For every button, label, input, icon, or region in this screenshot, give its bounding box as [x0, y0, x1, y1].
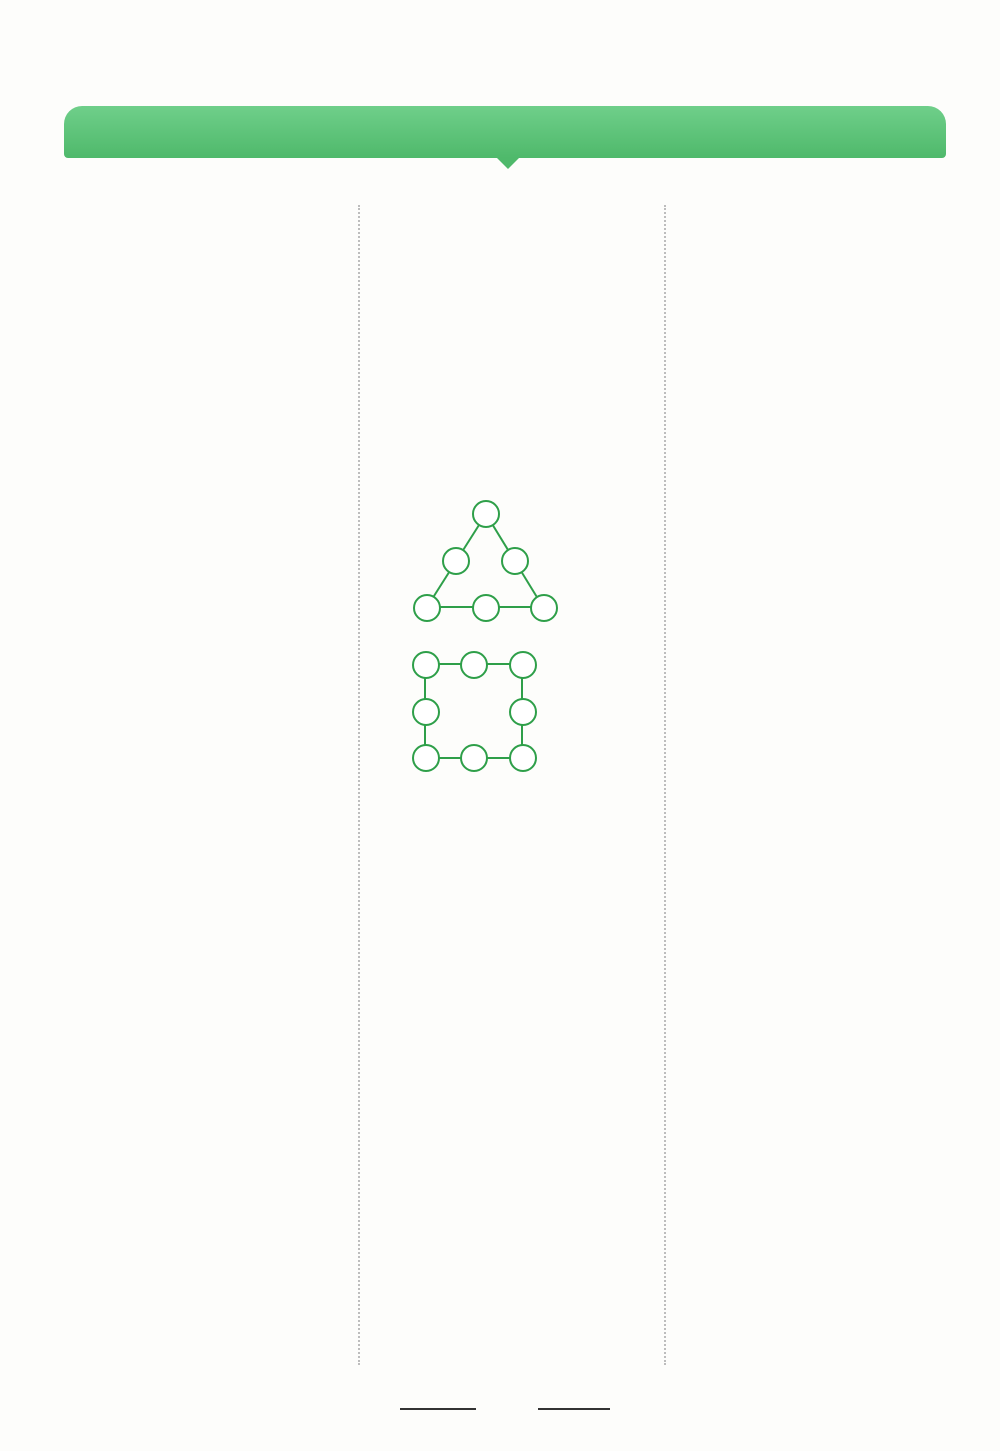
- footer-rule-right: [538, 1408, 610, 1410]
- square-node: [412, 744, 440, 772]
- triangle-node-bottom-mid: [472, 594, 500, 622]
- triangle-node-bottom-right: [530, 594, 558, 622]
- triangle-node-top: [472, 500, 500, 528]
- column-divider-2: [664, 205, 666, 1365]
- square-node: [412, 651, 440, 679]
- square-node: [460, 744, 488, 772]
- triangle-node-right: [501, 547, 529, 575]
- banner-notch: [496, 157, 520, 169]
- footer-rule-left: [400, 1408, 476, 1410]
- square-node: [460, 651, 488, 679]
- square-node: [412, 698, 440, 726]
- square-node: [509, 698, 537, 726]
- triangle-node-left: [442, 547, 470, 575]
- triangle-node-bottom-left: [413, 594, 441, 622]
- square-node: [509, 651, 537, 679]
- column-divider-1: [358, 205, 360, 1365]
- header-banner: [64, 106, 946, 158]
- square-node: [509, 744, 537, 772]
